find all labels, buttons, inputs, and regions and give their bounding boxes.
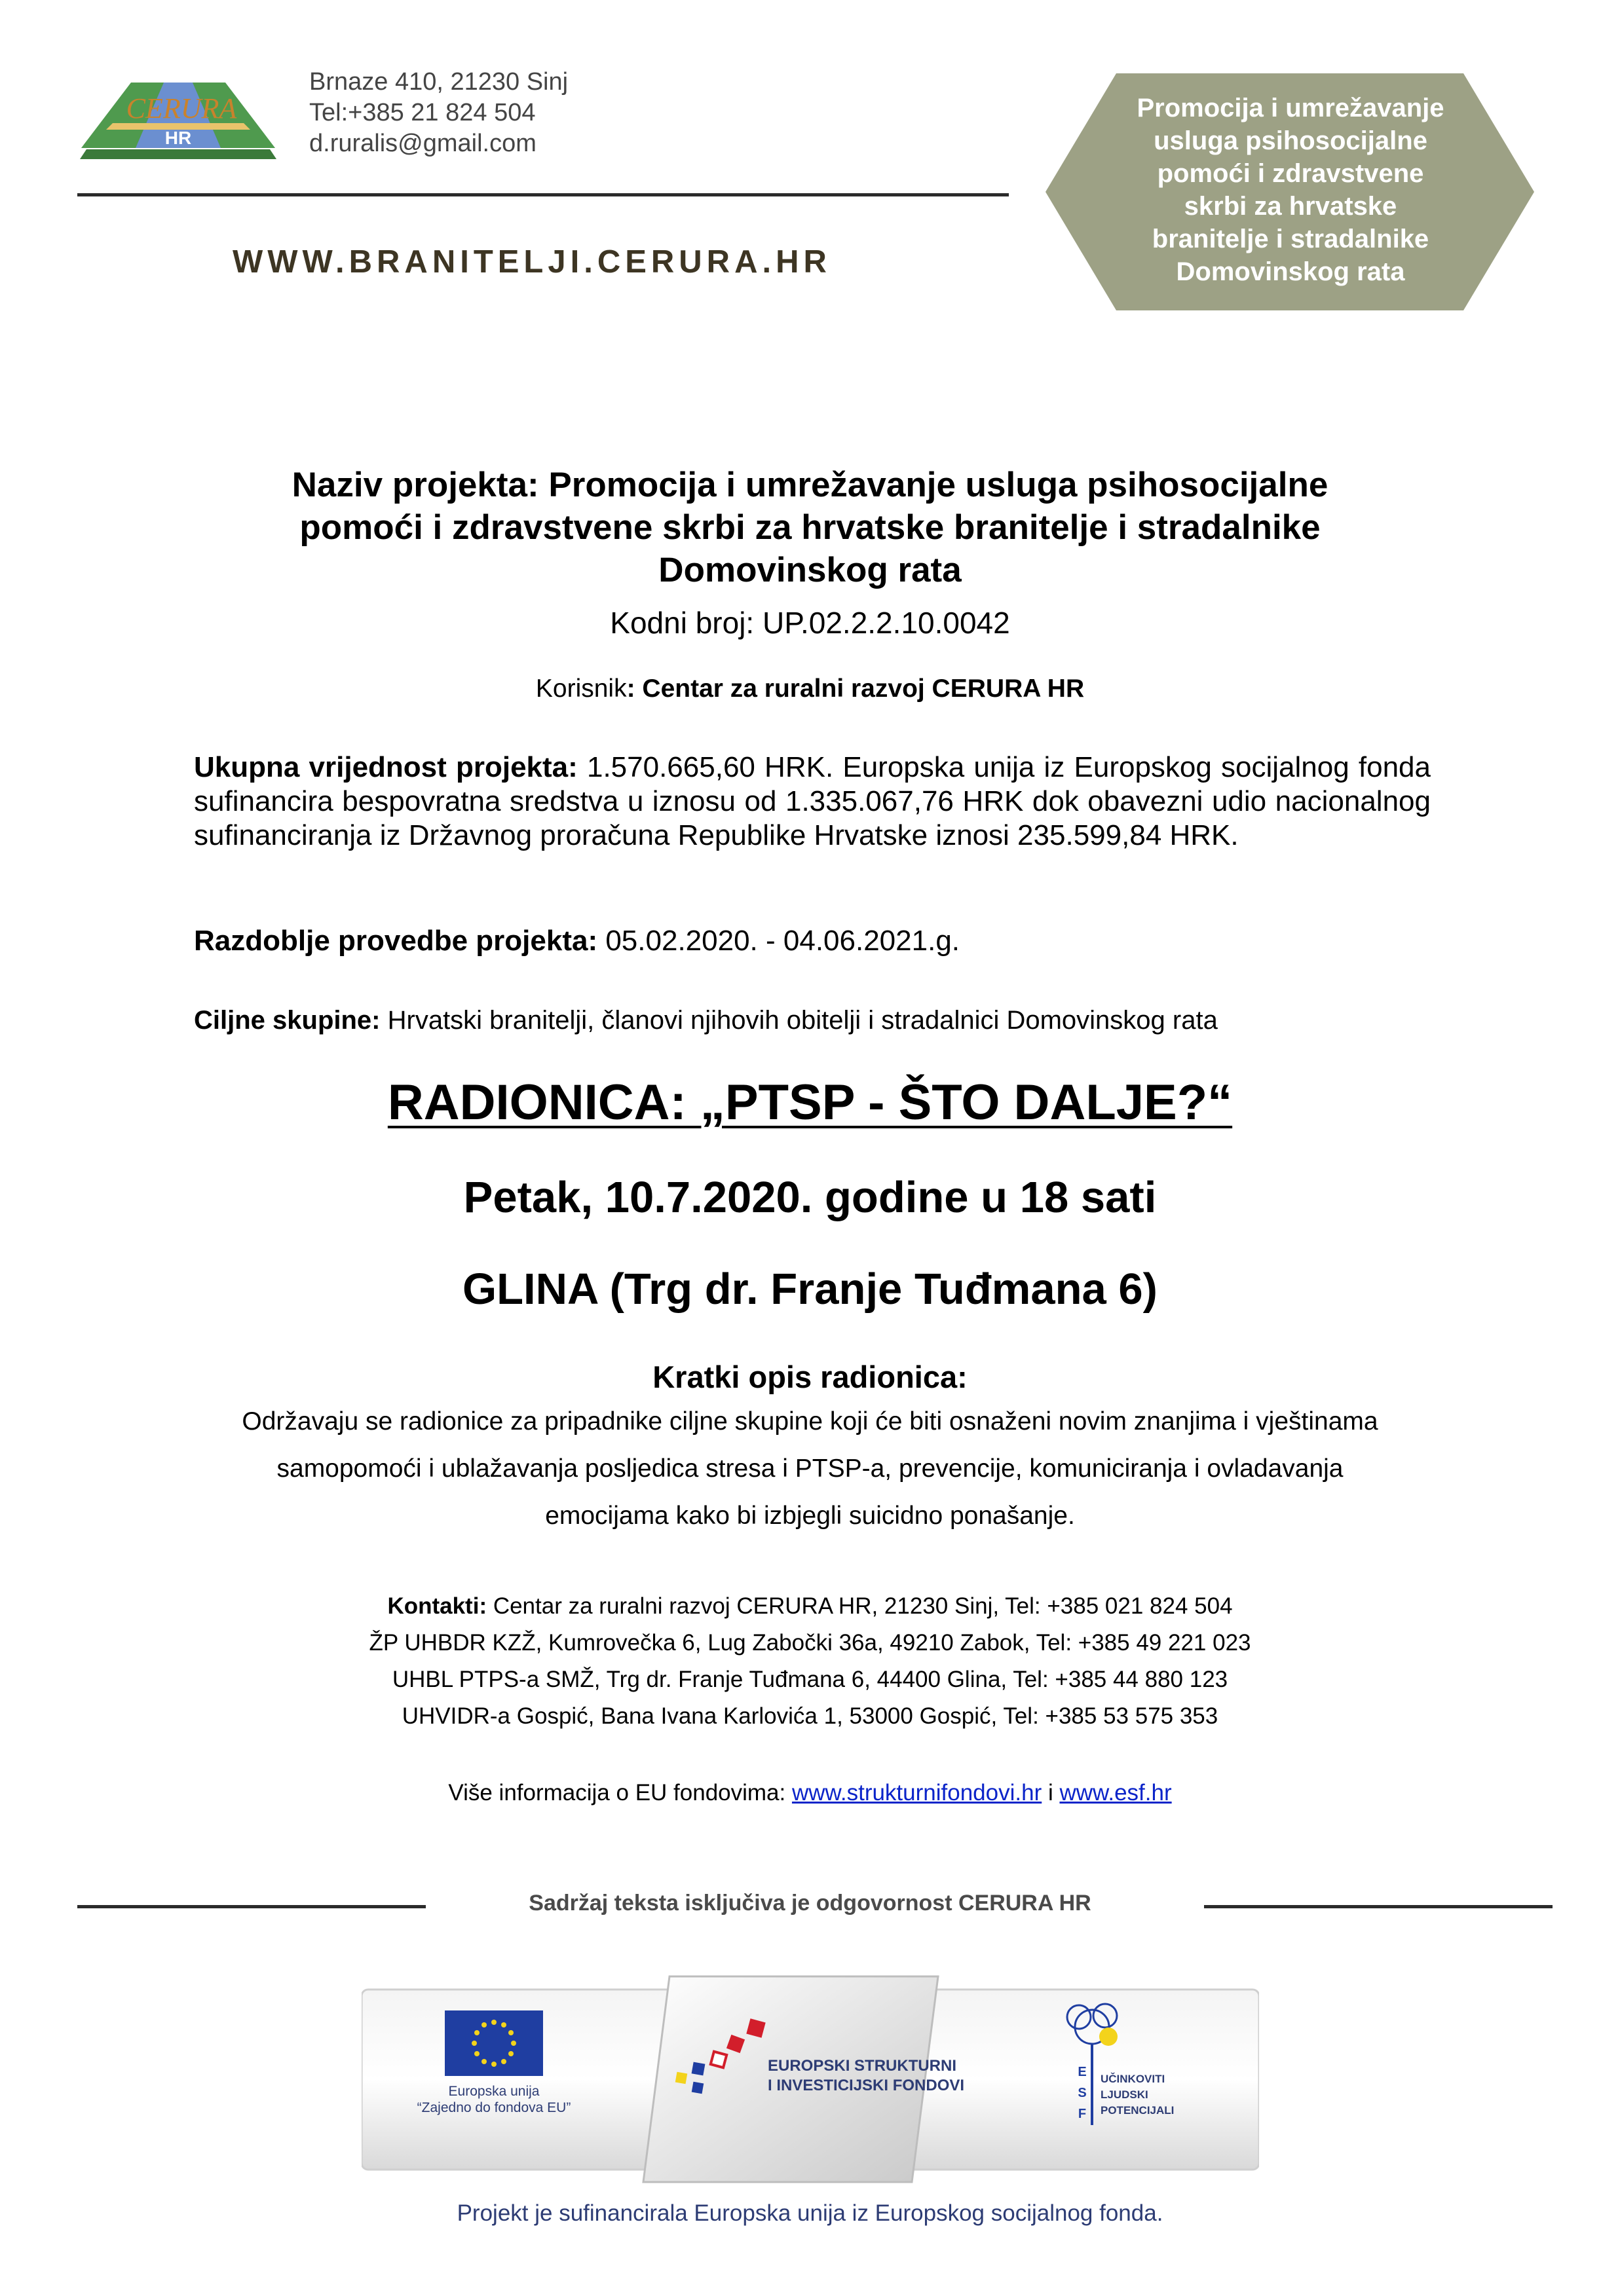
value-label: Ukupna vrijednost projekta: (194, 751, 578, 783)
logo-subtext: HR (164, 128, 192, 148)
hexagon-text (1081, 92, 1500, 288)
address-block (309, 67, 568, 159)
contacts-block (0, 1588, 1620, 1735)
hexagon-line: Domovinskog rata (1176, 257, 1405, 286)
esf-link[interactable]: www.esf.hr (1059, 1780, 1172, 1805)
beneficiary-value: : Centar za ruralni razvoj CERURA HR (626, 675, 1085, 703)
title-line: Domovinskog rata (658, 551, 962, 589)
esf-label-3: POTENCIJALI (1101, 2104, 1175, 2117)
groups-label: Ciljne skupine: (194, 1006, 381, 1035)
strukturni-fondovi-link[interactable]: www.strukturnifondovi.hr (791, 1780, 1042, 1805)
esf-label-2: LJUDSKI (1101, 2088, 1148, 2101)
contacts-label: Kontakti: (387, 1593, 487, 1619)
title-line: pomoći i zdravstvene skrbi za hrvatske branitelje i stradalnike (299, 508, 1321, 547)
header-divider (77, 193, 1009, 196)
contact-line: ŽP UHBDR KZŽ, Kumrovečka 6, Lug Zabočki 36a, 49210 Zabok, Tel: +385 49 221 023 (369, 1630, 1251, 1656)
address-line: Brnaze 410, 21230 Sinj (309, 68, 569, 96)
groups-text: Hrvatski branitelji, članovi njihovih obitelji i stradalnici Domovinskog rata (380, 1006, 1218, 1035)
title-line: Naziv projekta: Promocija i umrežavanje usluga psihosocijalne (292, 466, 1328, 504)
email-line: d.ruralis@gmail.com (309, 130, 537, 157)
phone-line: Tel:+385 21 824 504 (309, 99, 536, 126)
hexagon-line: branitelje i stradalnike (1152, 225, 1429, 253)
eu-slogan: “Zajedno do fondova EU” (417, 2100, 571, 2115)
esf-letter: F (1078, 2107, 1087, 2121)
website-url[interactable]: WWW.BRANITELJI.CERURA.HR (233, 244, 831, 280)
workshop-title-text: RADIONICA: „PTSP - ŠTO DALJE?“ (387, 1075, 1233, 1130)
logo-text: CERURA (126, 92, 237, 124)
cerura-logo (73, 71, 283, 159)
hexagon-line: pomoći i zdravstvene (1157, 159, 1424, 188)
event-date: Petak, 10.7.2020. godine u 18 sati (463, 1173, 1157, 1222)
contact-line: UHVIDR-a Gospić, Bana Ivana Karlovića 1, 53000 Gospić, Tel: +385 53 575 353 (402, 1703, 1218, 1729)
eu-label: Europska unija (448, 2084, 540, 2099)
contact-line (0, 1588, 1620, 1625)
esf-letter: E (1078, 2065, 1087, 2079)
contact-text: Centar za ruralni razvoj CERURA HR, 21230 Sinj, Tel: +385 021 824 504 (487, 1593, 1233, 1619)
beneficiary-label: Korisnik (535, 675, 627, 703)
project-period (194, 924, 1431, 958)
period-text: 05.02.2020. - 04.06.2021.g. (597, 925, 960, 957)
description-text (144, 1398, 1476, 1540)
period-label: Razdoblje provedbe projekta: (194, 925, 598, 957)
esif-label-1: EUROPSKI STRUKTURNI (768, 2057, 957, 2075)
description-heading: Kratki opis radionica: (652, 1360, 968, 1394)
cofinancing-note: Projekt je sufinancirala Europska unija iz Europskog socijalnog fonda. (457, 2200, 1163, 2226)
project-value (194, 750, 1431, 853)
description-line: samopomoći i ublažavanja posljedica stresa i PTSP-a, prevencije, komuniciranja i ovladavanja (276, 1454, 1344, 1483)
esif-label-2: I INVESTICIJSKI FONDOVI (768, 2077, 965, 2094)
beneficiary (0, 675, 1620, 703)
hexagon-line: Promocija i umrežavanje (1137, 94, 1444, 122)
eu-info (0, 1780, 1620, 1806)
eu-info-text: Više informacija o EU fondovima: (448, 1780, 792, 1805)
description-line: Održavaju se radionice za pripadnike ciljne skupine koji će biti osnaženi novim znanjima i vještinama (242, 1407, 1378, 1435)
eu-info-conjunction: i (1042, 1780, 1060, 1805)
eu-funding-banner (362, 1971, 1259, 2187)
project-code: Kodni broj: UP.02.2.2.10.0042 (610, 606, 1010, 640)
event-place: GLINA (Trg dr. Franje Tuđmana 6) (462, 1265, 1158, 1314)
disclaimer: Sadržaj teksta isključiva je odgovornost CERURA HR (529, 1891, 1091, 1916)
description-line: emocijama kako bi izbjegli suicidno ponašanje. (545, 1502, 1075, 1530)
esf-label-1: UČINKOVITI (1101, 2073, 1165, 2085)
workshop-title (0, 1074, 1620, 1131)
footer-divider-right (1204, 1905, 1553, 1908)
hexagon-line: usluga psihosocijalne (1154, 126, 1427, 155)
project-title (0, 464, 1620, 591)
value-text: 1.570.665,60 HRK. Europska unija iz Europskog socijalnog fonda sufinancira bespovratna sredstva u iznosu od 1.335.067,76 HRK dok obavezni udio nacionalnog sufinanciranja iz Državnog proračuna Republike Hrvatske iznosi 235.599,84 HRK. (194, 751, 1431, 851)
esf-letter: S (1078, 2086, 1087, 2100)
contact-line: UHBL PTPS-a SMŽ, Trg dr. Franje Tuđmana 6, 44400 Glina, Tel: +385 44 880 123 (392, 1667, 1228, 1692)
target-groups (194, 1003, 1431, 1037)
hexagon-line: skrbi za hrvatske (1184, 192, 1397, 221)
eu-flag-icon (445, 2010, 543, 2076)
